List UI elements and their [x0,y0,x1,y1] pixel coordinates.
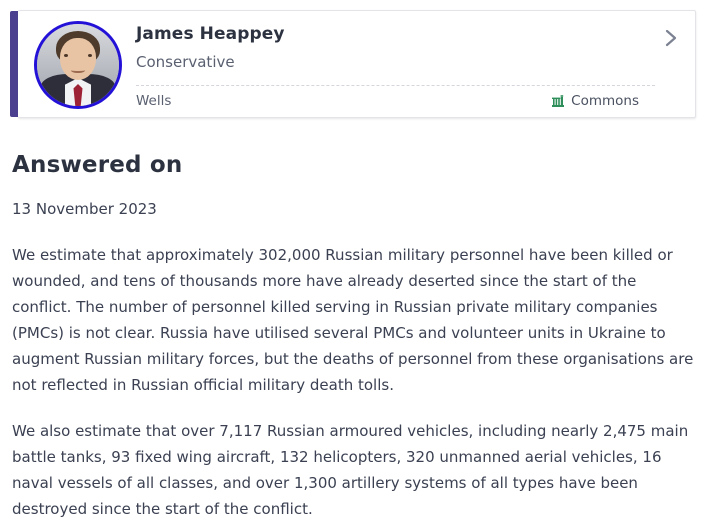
member-identity [136,23,655,80]
avatar-eye-right [88,54,92,57]
member-card-link[interactable] [655,11,695,117]
member-constituency: Wells [136,93,172,109]
member-house-label: Commons [571,93,639,109]
member-house [551,93,639,109]
avatar-container [18,11,136,117]
member-party: Conservative [136,53,235,71]
member-name: James Heappey [136,24,285,44]
parliament-icon [551,94,565,108]
member-card[interactable] [18,10,696,118]
answer-date: 13 November 2023 [12,200,157,218]
chevron-right-icon[interactable] [663,27,679,53]
member-meta-row [136,85,655,117]
answer-body [12,196,694,522]
avatar [34,21,122,109]
avatar-mouth [71,66,85,73]
answered-on-heading: Answered on [12,152,183,178]
avatar-face [60,38,96,80]
member-details [136,11,655,117]
answer-paragraph-2: We also estimate that over 7,117 Russian armoured vehicles, including nearly 2,475 main battle tanks, 93 fixed wing aircraft, 132 helicopters, 320 unmanned aerial vehicles, 16 naval vessels of all classes, and over 1,300 artillery systems of all types have been destroyed since the start of the conflict. [12,422,689,518]
party-accent-bar [10,11,18,117]
avatar-eye-left [64,54,68,57]
answer-paragraph-1: We estimate that approximately 302,000 Russian military personnel have been killed or wounded, and tens of thousands more have already deserted since the start of the conflict. The number of personnel killed serving in Russian private military companies (PMCs) is not clear. Russia have utilised several PMCs and volunteer units in Ukraine to augment Russian military forces, but the deaths of personnel from these organisations are not reflected in Russian official military death tolls. [12,246,694,394]
